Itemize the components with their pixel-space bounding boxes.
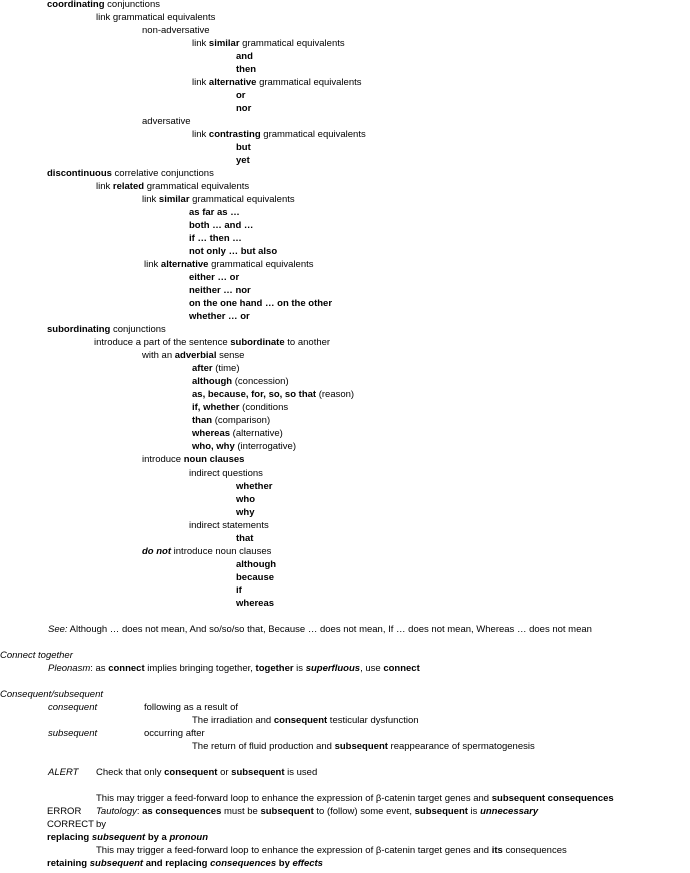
- example-if-then: if … then …: [189, 233, 242, 244]
- example-and: and: [236, 51, 253, 62]
- adverbial-item: as, because, for, so, so that (reason): [192, 389, 355, 400]
- alert-text: Check that only consequent or subsequent is used: [96, 767, 318, 778]
- consequent-subsequent-heading: Consequent/subsequent: [0, 689, 103, 700]
- introduce-subordinate: introduce a part of the sentence subordinate to another: [94, 337, 331, 348]
- alert-label: ALERT: [48, 767, 79, 778]
- example-nor: nor: [236, 103, 252, 114]
- subordinating-heading: subordinating conjunctions: [47, 324, 166, 335]
- example-on-the-one-hand: on the one hand … on the other: [189, 298, 333, 309]
- link-similar-correlative: link similar grammatical equivalents: [142, 194, 295, 205]
- link-related: link related grammatical equivalents: [96, 181, 250, 192]
- example-yet: yet: [236, 155, 250, 166]
- adverbial-item: if, whether (conditions: [192, 402, 289, 413]
- adversative-label: adversative: [142, 116, 191, 127]
- adverbial-item: than (comparison): [192, 415, 271, 426]
- example-that: that: [236, 533, 254, 544]
- retaining-instruction: retaining subsequent and replacing consequences by effects: [47, 858, 323, 869]
- example-then: then: [236, 64, 257, 75]
- adverbial-item: although (concession): [192, 376, 289, 387]
- consequent-definition: following as a result of: [144, 702, 238, 713]
- consequent-example: The irradiation and consequent testicular dysfunction: [192, 715, 419, 726]
- connect-together-heading: Connect together: [0, 650, 73, 661]
- subsequent-term: subsequent: [48, 728, 98, 739]
- example-whether: whether: [236, 481, 273, 492]
- introduce-noun-clauses: introduce noun clauses: [142, 454, 245, 465]
- discontinuous-heading: discontinuous correlative conjunctions: [47, 168, 214, 179]
- link-alternative: link alternative grammatical equivalents: [192, 77, 362, 88]
- link-contrasting: link contrasting grammatical equivalents: [192, 129, 366, 140]
- example-neither-nor: neither … nor: [189, 285, 251, 296]
- see-also-line: See: Although … does not mean, And so/so/so that, Because … does not mean, If … does not mean, Whereas … does not mean: [48, 624, 592, 635]
- example-because: because: [236, 572, 275, 583]
- example-sentence-1: This may trigger a feed-forward loop to enhance the expression of β-catenin target genes and subsequent consequences: [96, 793, 614, 804]
- example-whereas: whereas: [236, 598, 275, 609]
- adverbial-item: who, why (interrogative): [192, 441, 296, 452]
- example-why: why: [236, 507, 255, 518]
- example-who: who: [236, 494, 255, 505]
- adverbial-sense: with an adverbial sense: [142, 350, 245, 361]
- example-both-and: both … and …: [189, 220, 254, 231]
- example-whether-or: whether … or: [189, 311, 250, 322]
- pleonasm-note: Pleonasm: as connect implies bringing together, together is superfluous, use connect: [48, 663, 420, 674]
- error-label: ERROR: [47, 806, 82, 817]
- indirect-statements-label: indirect statements: [189, 520, 269, 531]
- example-either-or: either … or: [189, 272, 240, 283]
- subsequent-example: The return of fluid production and subsequent reappearance of spermatogenesis: [192, 741, 535, 752]
- example-not-only: not only … but also: [189, 246, 278, 257]
- adverbial-item: after (time): [192, 363, 240, 374]
- link-alternative-correlative: link alternative grammatical equivalents: [144, 259, 314, 270]
- consequent-term: consequent: [48, 702, 98, 713]
- adverbial-item: whereas (alternative): [192, 428, 283, 439]
- example-sentence-2: This may trigger a feed-forward loop to enhance the expression of β-catenin target genes and its consequences: [96, 845, 567, 856]
- indirect-questions-label: indirect questions: [189, 468, 263, 479]
- coordinating-heading: coordinating conjunctions: [47, 0, 160, 10]
- link-similar: link similar grammatical equivalents: [192, 38, 345, 49]
- correct-label: CORRECT: [47, 819, 94, 830]
- example-although: although: [236, 559, 277, 570]
- non-adversative-label: non-adversative: [142, 25, 210, 36]
- example-but: but: [236, 142, 251, 153]
- link-equivalents: link grammatical equivalents: [96, 12, 216, 23]
- example-or: or: [236, 90, 246, 101]
- correct-by: by: [96, 819, 107, 830]
- subsequent-definition: occurring after: [144, 728, 205, 739]
- not-noun-clauses: do not introduce noun clauses: [142, 546, 272, 557]
- example-if: if: [236, 585, 242, 596]
- example-as-far-as: as far as …: [189, 207, 240, 218]
- replacing-instruction: replacing subsequent by a pronoun: [47, 832, 208, 843]
- error-text: Tautology: as consequences must be subsequent to (follow) some event, subsequent is unnecessary: [96, 806, 539, 817]
